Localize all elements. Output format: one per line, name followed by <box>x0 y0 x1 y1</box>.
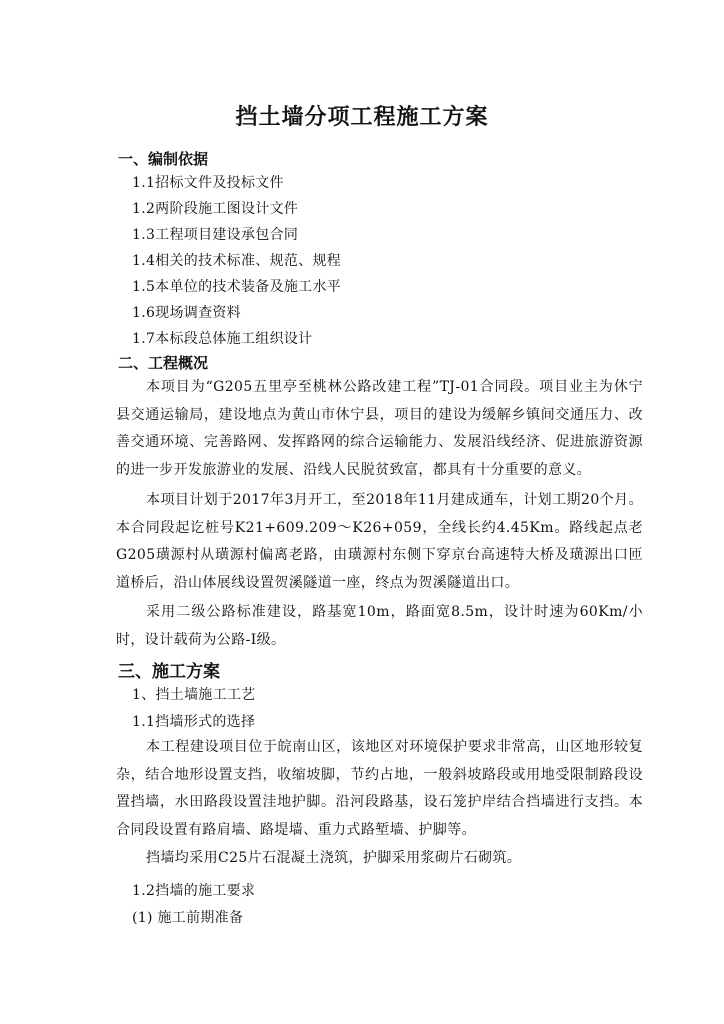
list-item: 1.6现场调查资料 <box>132 305 241 321</box>
paragraph: 采用二级公路标准建设，路基宽10m，路面宽8.5m，设计时速为60Km/小时，设计载荷为公路-I级。 <box>116 604 643 648</box>
list-item: 1.5本单位的技术装备及施工水平 <box>132 279 342 295</box>
subheading: 1、挡土墙施工工艺 <box>132 687 256 703</box>
section-heading-plan: 三、施工方案 <box>118 662 220 682</box>
section-heading-basis: 一、编制依据 <box>118 150 209 168</box>
subheading: (1) 施工前期准备 <box>132 910 244 926</box>
list-item: 1.7本标段总体施工组织设计 <box>132 331 313 347</box>
list-item: 1.2两阶段施工图设计文件 <box>132 201 299 217</box>
list-item: 1.1招标文件及投标文件 <box>132 175 284 191</box>
paragraph: 挡墙均采用C25片石混凝土浇筑，护脚采用浆砌片石砌筑。 <box>146 850 522 866</box>
section-heading-overview: 二、工程概况 <box>118 354 209 372</box>
list-item: 1.4相关的技术标准、规范、规程 <box>132 253 342 269</box>
subheading: 1.1挡墙形式的选择 <box>132 714 256 730</box>
list-item: 1.3工程项目建设承包合同 <box>132 227 299 243</box>
document-title: 挡土墙分项工程施工方案 <box>235 105 489 130</box>
paragraph: 本项目计划于2017年3月开工，至2018年11月建成通车，计划工期20个月。本合同段起讫桩号K21+609.209～K26+059，全线长约4.45Km。路线起点老G205璜源村从璜源村偏离老路，由璜源村东侧下穿京台高速特大桥及璜源出口匝道桥后，沿山体展线设置贺溪隧道一座，终点为贺溪隧道出口。 <box>116 492 643 591</box>
subheading: 1.2挡墙的施工要求 <box>132 883 256 899</box>
paragraph: 本工程建设项目位于皖南山区，该地区对环境保护要求非常高，山区地形较复杂，结合地形设置支挡，收缩坡脚，节约占地，一般斜坡路段或用地受限制路段设置挡墙，水田路段设置洼地护脚。沿河段路基，设石笼护岸结合挡墙进行支挡。本合同段设置有路肩墙、路堤墙、重力式路堑墙、护脚等。 <box>116 739 643 838</box>
paragraph: 本项目为“G205五里亭至桃林公路改建工程”TJ-01合同段。项目业主为休宁县交通运输局，建设地点为黄山市休宁县，项目的建设为缓解乡镇间交通压力、改善交通环境、完善路网、发挥路网的综合运输能力、发展沿线经济、促进旅游资源的进一步开发旅游业的发展、沿线人民脱贫致富，都具有十分重要的意义。 <box>116 379 643 478</box>
